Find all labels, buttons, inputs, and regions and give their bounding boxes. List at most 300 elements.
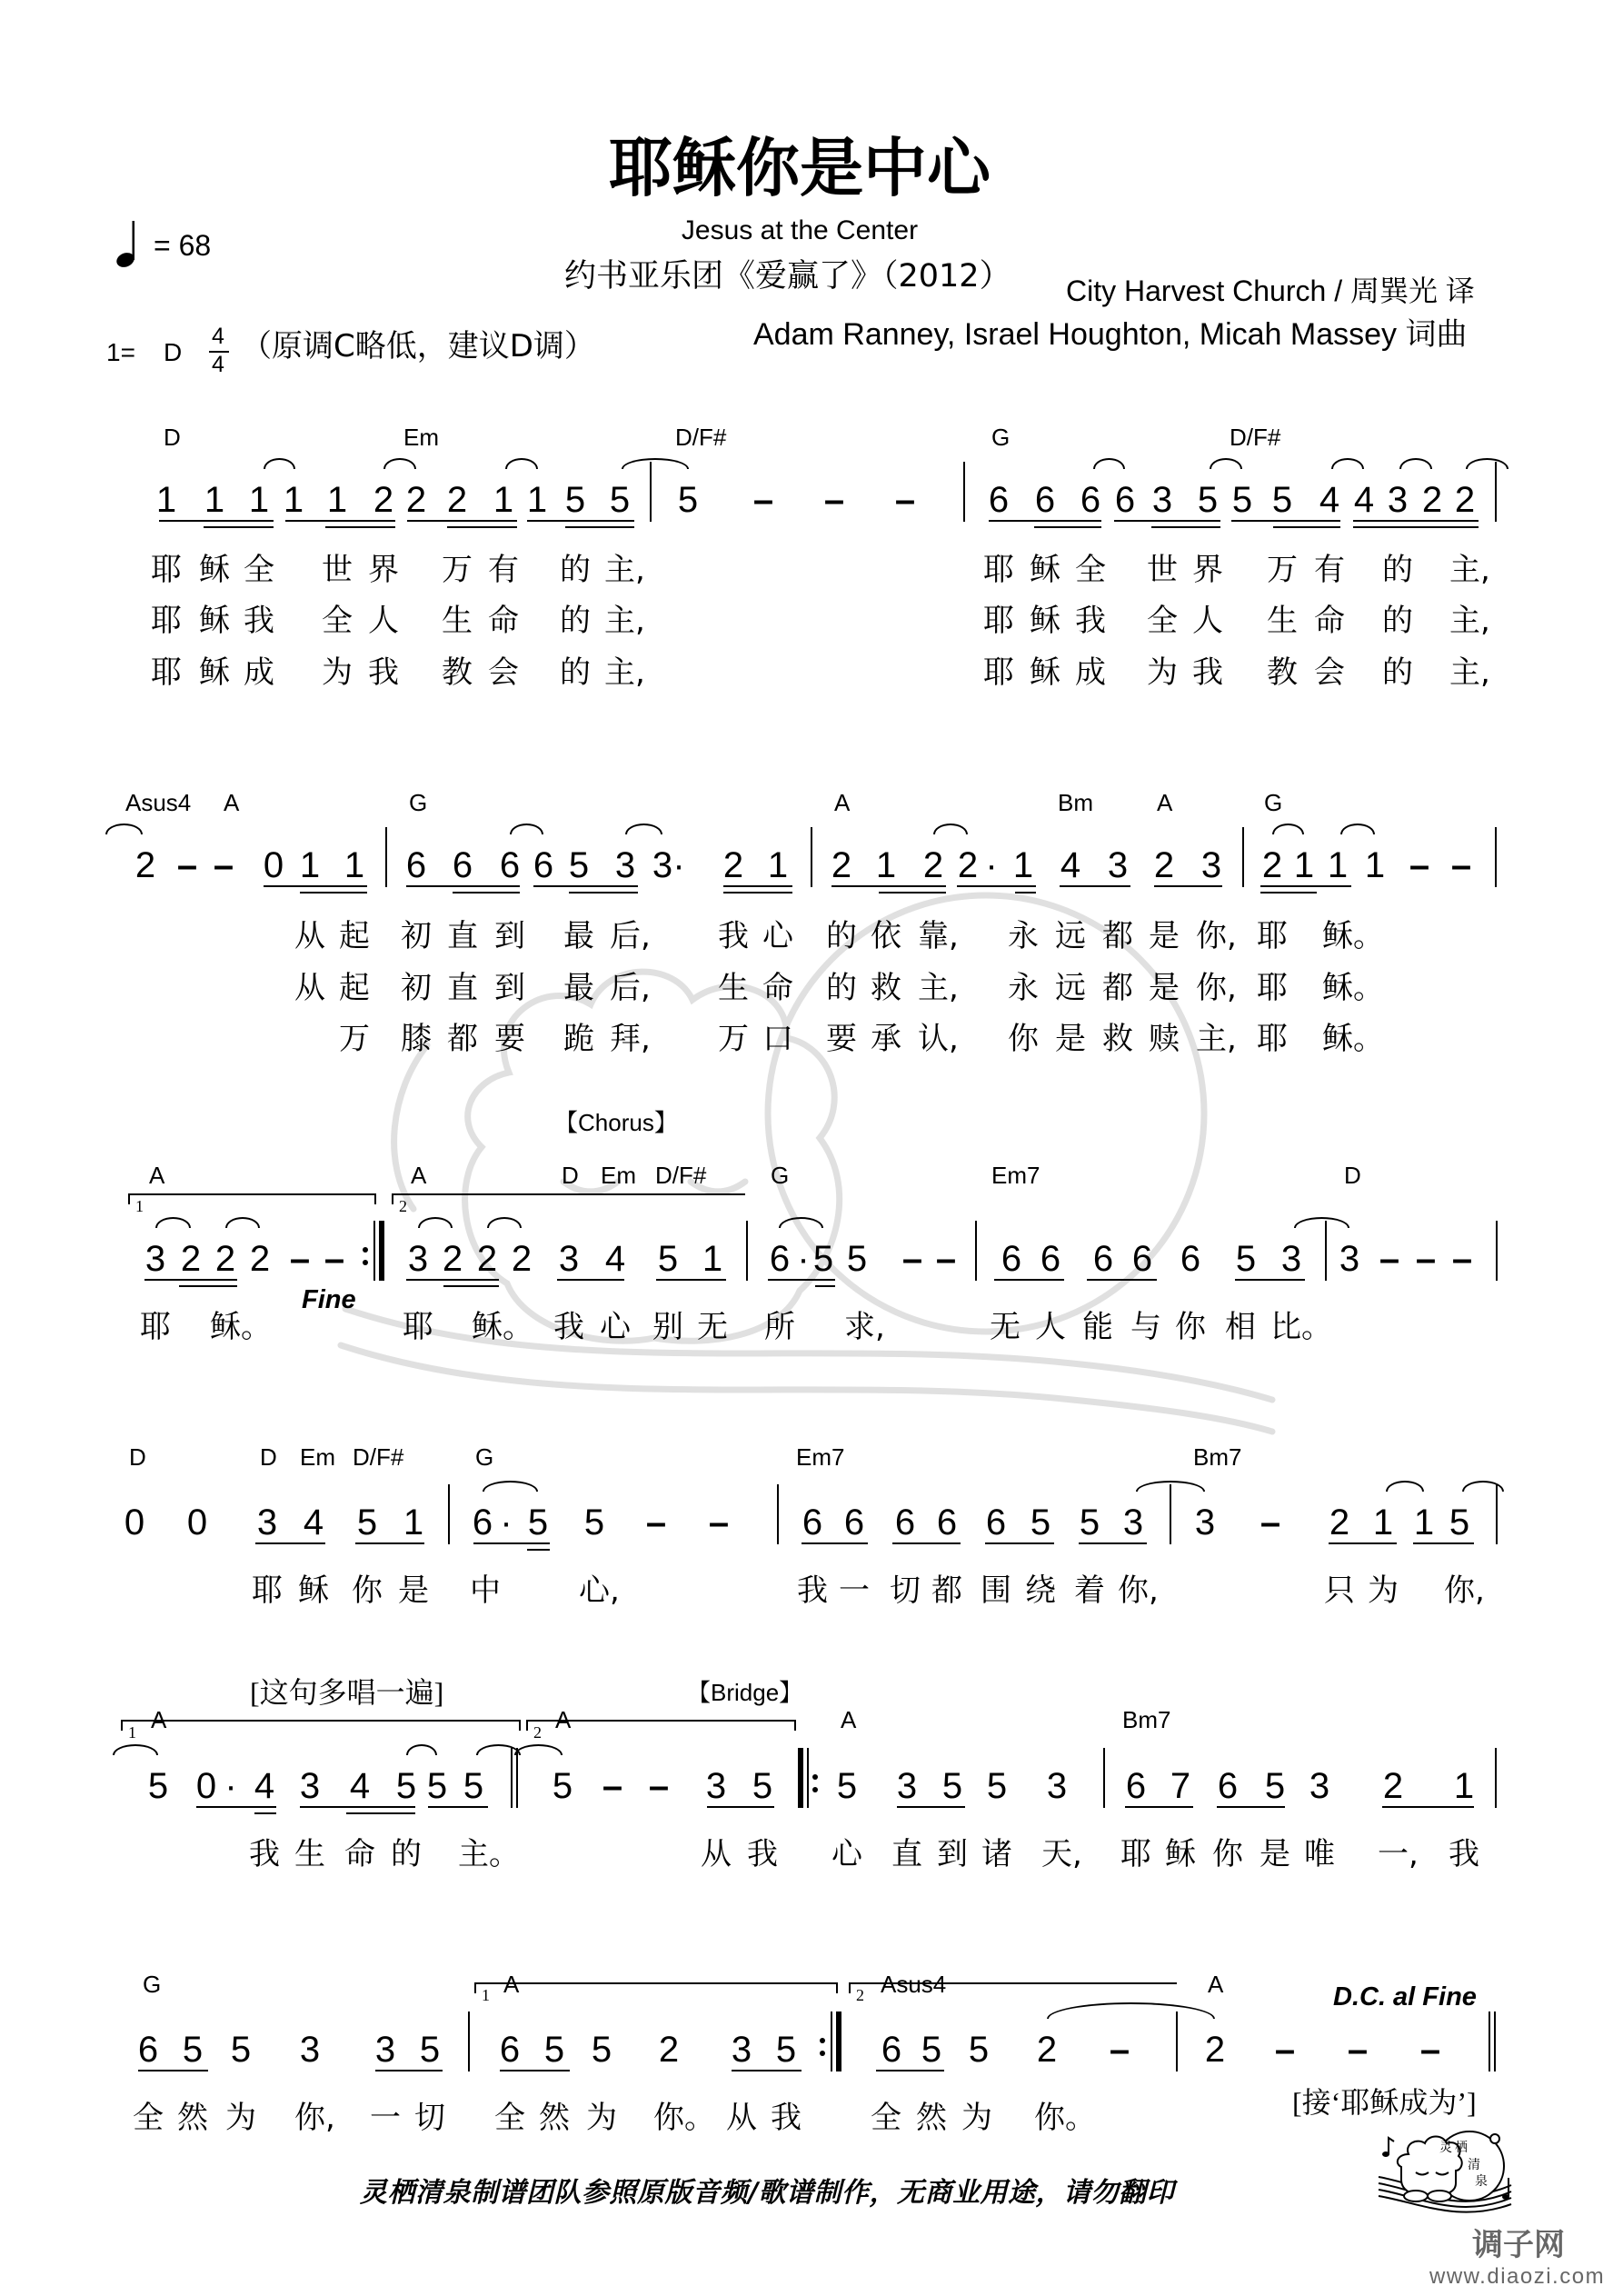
- lyric-char: 直: [891, 1836, 922, 1872]
- lyric-char: 耶: [1257, 918, 1288, 954]
- thin-barline: [831, 2011, 832, 2071]
- note-digit: 4: [254, 1766, 275, 1806]
- lyric-char: 稣。: [210, 1309, 272, 1345]
- lyric-char: 我: [797, 1572, 828, 1609]
- note-digit: 5: [527, 1502, 549, 1542]
- lyric-char: 主,: [604, 552, 645, 588]
- lyric-char: 唯: [1304, 1836, 1335, 1872]
- note-digit: 5: [1030, 1502, 1051, 1542]
- lyric-char: 要: [826, 1021, 857, 1057]
- lyric-char: 直: [447, 970, 478, 1006]
- lyric-char: 我: [1075, 603, 1106, 639]
- lyric-char: 承: [871, 1021, 901, 1057]
- chord-symbol: D/F#: [353, 1443, 404, 1471]
- lyric-char: 是: [1055, 1021, 1086, 1057]
- note-digit: 5: [1235, 1239, 1257, 1279]
- note-digit: 6: [499, 2030, 521, 2070]
- dash-symbol: –: [176, 845, 198, 885]
- lyric-char: 为: [586, 2100, 617, 2136]
- note-digit: 5: [1231, 480, 1253, 520]
- note-digit: 0: [263, 845, 284, 885]
- note-digit: 2: [1382, 1766, 1404, 1806]
- dash-symbol: –: [901, 1239, 923, 1279]
- note-digit: 5: [568, 845, 590, 885]
- note-digit: 6: [843, 1502, 865, 1542]
- lyric-char: 为: [1147, 654, 1178, 691]
- lyric-char: 耶: [1257, 970, 1288, 1006]
- lyric-char: 从: [701, 1836, 732, 1872]
- note-digit: 5: [230, 2030, 252, 2070]
- note-digit: 2: [1454, 480, 1476, 520]
- lyric-char: 的: [560, 552, 591, 588]
- note-digit: 6: [1001, 1239, 1022, 1279]
- lyric-char: 世: [322, 552, 353, 588]
- lyric-char: 起: [339, 970, 370, 1006]
- chord-symbol: Em: [403, 424, 439, 451]
- lyric-char: 的: [1382, 552, 1413, 588]
- note-digit: 5: [836, 1766, 858, 1806]
- lyric-char: 你: [1212, 1836, 1243, 1872]
- section-mark: 【Bridge】: [687, 1679, 803, 1706]
- lyric-char: 围: [981, 1572, 1011, 1609]
- lyric-char: 的: [826, 970, 857, 1006]
- lyric-char: 你,: [294, 2100, 335, 2136]
- note-digit: 2: [957, 845, 979, 885]
- lyric-char: 你。: [1034, 2100, 1096, 2136]
- chord-symbol: Em7: [991, 1162, 1041, 1189]
- album-info: 约书亚乐团《爱赢了》（2012）: [564, 258, 1011, 294]
- augmentation-dot: ·: [672, 845, 685, 885]
- note-digit: 1: [155, 480, 177, 520]
- note-digit: 1: [493, 480, 514, 520]
- note-digit: 3: [558, 1239, 580, 1279]
- lyric-char: 生: [1267, 603, 1298, 639]
- note-digit: 6: [1034, 480, 1056, 520]
- note-digit: 1: [299, 845, 321, 885]
- volta-number: 1: [482, 1986, 490, 2004]
- lyric-char: 依: [871, 918, 901, 954]
- lyric-char: 耶: [1120, 1836, 1151, 1872]
- volta-number: 2: [533, 1723, 542, 1742]
- lyric-char: 稣。: [1322, 1021, 1384, 1057]
- note-digit: 2: [134, 845, 156, 885]
- note-digit: 1: [344, 845, 365, 885]
- note-digit: 1: [403, 1502, 424, 1542]
- dash-symbol: –: [1379, 1239, 1400, 1279]
- dash-symbol: –: [602, 1766, 623, 1806]
- lyric-char: 我: [368, 654, 399, 691]
- chord-symbol: Asus4: [125, 789, 192, 816]
- lyric-char: 心: [831, 1836, 862, 1872]
- note-digit: 2: [1153, 845, 1175, 885]
- lyric-char: 稣: [1030, 552, 1060, 588]
- lyric-char: 诸: [981, 1836, 1012, 1872]
- lyric-char: 别: [652, 1309, 683, 1345]
- english-title: Jesus at the Center: [681, 215, 919, 245]
- lyric-char: 的: [391, 1836, 422, 1872]
- lyric-char: 为: [322, 654, 353, 691]
- lyric-char: 命: [344, 1836, 375, 1872]
- lyric-char: 命: [762, 970, 793, 1006]
- dash-symbol: –: [1260, 1502, 1281, 1542]
- volta-number: 2: [399, 1197, 407, 1215]
- lyric-char: 我: [1449, 1836, 1479, 1872]
- note-digit: 2: [511, 1239, 533, 1279]
- lyric-char: 万: [442, 552, 473, 588]
- lyric-char: 主,: [1196, 1021, 1237, 1057]
- chord-symbol: D: [164, 424, 181, 451]
- note-digit: 3: [896, 1766, 918, 1806]
- logo-char: 灵: [1439, 2141, 1452, 2155]
- translator-credit: City Harvest Church / 周巽光 译: [1066, 275, 1475, 307]
- lyric-char: 耶: [403, 1309, 433, 1345]
- chord-symbol: Bm7: [1122, 1706, 1171, 1733]
- note-digit: 4: [1353, 480, 1375, 520]
- lyric-char: 耶: [252, 1572, 283, 1609]
- barline-single: [1176, 2011, 1198, 2071]
- lyric-char: 起: [339, 918, 370, 954]
- lyric-char: 生: [718, 970, 749, 1006]
- lyric-char: 全: [1075, 552, 1106, 588]
- dash-symbol: –: [1450, 845, 1472, 885]
- lyric-char: 耶: [983, 603, 1014, 639]
- note-digit: 5: [941, 1766, 963, 1806]
- note-digit: 5: [543, 2030, 565, 2070]
- lyric-char: 稣: [298, 1572, 329, 1609]
- lyric-char: 全: [133, 2100, 164, 2136]
- lyric-char: 跪: [563, 1021, 594, 1057]
- note-digit: 6: [1217, 1766, 1239, 1806]
- tempo-value: = 68: [154, 229, 212, 262]
- lyric-char: 耶: [151, 603, 182, 639]
- barline-single: [468, 2011, 490, 2071]
- lyric-char: 是: [1149, 918, 1180, 954]
- lyric-char: 我: [249, 1836, 280, 1872]
- note-digit: 1: [1293, 845, 1315, 885]
- logo-char: 泉: [1475, 2174, 1488, 2189]
- lyric-char: 我: [244, 603, 274, 639]
- lyric-char: 绕: [1025, 1572, 1056, 1609]
- lyric-char: 永: [1008, 970, 1039, 1006]
- lyric-char: 认,: [918, 1021, 959, 1057]
- lyric-char: 然: [177, 2100, 208, 2136]
- lyric-char: 切: [414, 2100, 445, 2136]
- note-digit: 5: [921, 2030, 942, 2070]
- note-digit: 2: [405, 480, 427, 520]
- note-digit: 3: [1194, 1502, 1216, 1542]
- dash-symbol: –: [1409, 845, 1430, 885]
- note-digit: 3: [1387, 480, 1409, 520]
- thin-barline: [1176, 2011, 1178, 2071]
- chord-symbol: A: [1208, 1971, 1224, 1998]
- note-digit: 2: [446, 480, 468, 520]
- lyric-char: 有: [488, 552, 519, 588]
- augmentation-dot: ·: [985, 845, 998, 885]
- lyric-char: 的: [1382, 603, 1413, 639]
- note-digit: 5: [395, 1766, 417, 1806]
- lyric-char: 一,: [1378, 1836, 1419, 1872]
- fine-marking: Fine: [302, 1285, 356, 1314]
- note-digit: 6: [988, 480, 1010, 520]
- note-digit: 4: [349, 1766, 371, 1806]
- lyric-char: 赎: [1149, 1021, 1180, 1057]
- barline-double: [1489, 2011, 1510, 2071]
- key-prefix: 1=: [106, 338, 135, 366]
- lyric-char: 远: [1055, 970, 1086, 1006]
- note-digit: 1: [326, 480, 348, 520]
- note-digit: 2: [1421, 480, 1443, 520]
- chord-symbol: G: [475, 1443, 494, 1471]
- section-mark: [这句多唱一遍]: [250, 1676, 444, 1709]
- volta-number: 1: [128, 1723, 136, 1742]
- dash-symbol: –: [289, 1239, 311, 1279]
- note-digit: 3: [1200, 845, 1222, 885]
- lyric-char: 会: [1314, 654, 1345, 691]
- lyric-char: 的: [560, 654, 591, 691]
- note-digit: 3: [299, 2030, 321, 2070]
- lyric-char: 万: [1267, 552, 1298, 588]
- note-digit: 5: [1264, 1766, 1286, 1806]
- note-digit: 6: [894, 1502, 916, 1542]
- note-digit: 1: [1012, 845, 1034, 885]
- lyric-char: 是: [1149, 970, 1180, 1006]
- dash-symbol: –: [648, 1766, 670, 1806]
- note-digit: 6: [1180, 1239, 1201, 1279]
- lyric-char: 稣: [199, 552, 230, 588]
- note-digit: 5: [986, 1766, 1008, 1806]
- chord-symbol: A: [1157, 789, 1173, 816]
- lyric-char: 命: [488, 603, 519, 639]
- note-digit: 5: [463, 1766, 484, 1806]
- lyric-char: 全: [244, 552, 274, 588]
- lyric-char: 最: [563, 918, 594, 954]
- lyric-char: 天,: [1041, 1836, 1082, 1872]
- note-digit: 6: [802, 1502, 823, 1542]
- lyric-char: 都: [447, 1021, 478, 1057]
- chord-symbol: G: [409, 789, 428, 816]
- beam-line: [876, 2070, 944, 2071]
- note-digit: 5: [1271, 480, 1293, 520]
- section-mark: 【Chorus】: [554, 1109, 678, 1136]
- note-digit: 3: [1107, 845, 1129, 885]
- thick-barline: [836, 2011, 841, 2071]
- note-digit: 6: [452, 845, 473, 885]
- dash-symbol: –: [1415, 1239, 1437, 1279]
- lyric-char: 你,: [1444, 1572, 1485, 1609]
- fine-marking: D.C. al Fine: [1333, 1982, 1477, 2011]
- dash-symbol: –: [894, 480, 916, 520]
- lyric-char: 我: [553, 1309, 584, 1345]
- footer-credit: 灵栖清泉制谱团队参照原版音频/歌谱制作，无商业用途，请勿翻印: [360, 2177, 1174, 2209]
- note-digit: 3: [652, 845, 673, 885]
- lyric-char: 为: [1368, 1572, 1399, 1609]
- logo-char: 栖: [1455, 2141, 1468, 2155]
- lyric-char: 稣: [199, 654, 230, 691]
- note-digit: 5: [677, 480, 699, 520]
- lyric-char: 要: [494, 1021, 525, 1057]
- lyric-char: 主,: [1449, 603, 1490, 639]
- dash-symbol: –: [213, 845, 234, 885]
- dash-symbol: –: [752, 480, 774, 520]
- logo-char: 清: [1468, 2158, 1480, 2172]
- note-digit: 3: [374, 2030, 396, 2070]
- note-digit: 5: [182, 2030, 204, 2070]
- lyric-char: 你,: [1196, 970, 1237, 1006]
- lyric-char: 无: [697, 1309, 728, 1345]
- lyric-char: 一: [839, 1572, 870, 1609]
- note-digit: 5: [968, 2030, 990, 2070]
- note-digit: 1: [702, 1239, 723, 1279]
- chord-symbol: Em: [601, 1162, 636, 1189]
- note-digit: 6: [137, 2030, 159, 2070]
- lyric-char: 都: [1102, 970, 1133, 1006]
- note-digit: 3: [1280, 1239, 1302, 1279]
- note-digit: 3: [614, 845, 636, 885]
- lyric-char: 着: [1074, 1572, 1105, 1609]
- note-digit: 5: [657, 1239, 679, 1279]
- chord-symbol: A: [555, 1706, 572, 1733]
- chord-symbol: A: [834, 789, 851, 816]
- lyric-char: 你: [1175, 1309, 1206, 1345]
- note-digit: 5: [775, 2030, 797, 2070]
- lyric-char: 人: [1035, 1309, 1066, 1345]
- lyric-char: 中: [470, 1572, 501, 1609]
- repeat-dot: [820, 2038, 825, 2043]
- note-digit: 5: [1449, 1502, 1470, 1542]
- lyric-char: 到: [494, 918, 525, 954]
- note-digit: 6: [1040, 1239, 1061, 1279]
- note-digit: 5: [609, 480, 631, 520]
- lyric-char: 你,: [1118, 1572, 1159, 1609]
- time-signature-denominator: 4: [212, 352, 224, 377]
- lyric-char: 的: [560, 603, 591, 639]
- lyric-char: 无: [990, 1309, 1021, 1345]
- lyric-char: 靠,: [918, 918, 959, 954]
- note-digit: 5: [846, 1239, 868, 1279]
- note-digit: 1: [1327, 845, 1349, 885]
- note-digit: 2: [1204, 2030, 1226, 2070]
- chord-symbol: D/F#: [675, 424, 727, 451]
- lyric-char: 拜,: [610, 1021, 651, 1057]
- lyric-char: 只: [1324, 1572, 1355, 1609]
- lyric-char: 耶: [151, 552, 182, 588]
- lyric-char: 会: [488, 654, 519, 691]
- note-digit: 5: [583, 1502, 605, 1542]
- lyric-char: 救: [871, 970, 901, 1006]
- dash-symbol: –: [324, 1239, 345, 1279]
- lyric-char: 你: [1008, 1021, 1039, 1057]
- lyric-char: 主,: [1449, 552, 1490, 588]
- lyric-char: 耶: [151, 654, 182, 691]
- note-digit: 6: [405, 845, 427, 885]
- sheep-logo-icon: [1372, 2127, 1518, 2218]
- note-digit: 3: [407, 1239, 429, 1279]
- lyric-char: 主。: [458, 1836, 520, 1872]
- note-digit: 5: [1197, 480, 1219, 520]
- lyric-char: 到: [494, 970, 525, 1006]
- lyric-char: 全: [494, 2100, 525, 2136]
- lyric-char: 能: [1082, 1309, 1113, 1345]
- lyric-char: 都: [931, 1572, 962, 1609]
- note-digit: 2: [476, 1239, 498, 1279]
- repeat-dot: [820, 2051, 825, 2056]
- note-digit: 5: [564, 480, 586, 520]
- lyric-char: 口: [762, 1021, 793, 1057]
- lyric-char: 最: [563, 970, 594, 1006]
- note-digit: 5: [147, 1766, 169, 1806]
- lyric-char: 你。: [653, 2100, 715, 2136]
- lyric-char: 后,: [610, 918, 651, 954]
- note-digit: 7: [1170, 1766, 1191, 1806]
- lyric-char: 我: [718, 918, 749, 954]
- lyric-char: 为: [961, 2100, 992, 2136]
- lyric-char: 初: [401, 918, 432, 954]
- note-digit: 5: [426, 1766, 448, 1806]
- note-digit: 2: [373, 480, 394, 520]
- beam-line: [732, 2070, 802, 2071]
- lyric-char: 的: [826, 918, 857, 954]
- volta-bracket-1: [474, 1982, 838, 2004]
- chord-symbol: G: [771, 1162, 790, 1189]
- thin-barline: [468, 2011, 470, 2071]
- note-digit: 5: [552, 1766, 573, 1806]
- key-signature: D: [164, 338, 183, 366]
- dash-symbol: –: [823, 480, 845, 520]
- lyric-char: 耶: [140, 1309, 171, 1345]
- lyric-char: 教: [442, 654, 473, 691]
- lyric-char: 主,: [604, 603, 645, 639]
- lyric-char: 界: [368, 552, 399, 588]
- lyric-char: 是: [1260, 1836, 1290, 1872]
- lyric-char: 为: [225, 2100, 256, 2136]
- site-watermark-url: www.diaozi.com: [1429, 2264, 1606, 2289]
- lyric-char: 生: [442, 603, 473, 639]
- chord-symbol: D/F#: [1230, 424, 1281, 451]
- chord-symbol: D/F#: [655, 1162, 707, 1189]
- note-digit: 1: [1453, 1766, 1475, 1806]
- chord-symbol: D: [260, 1443, 277, 1471]
- lyric-char: 相: [1225, 1309, 1256, 1345]
- chord-symbol: D: [1344, 1162, 1361, 1189]
- lyric-char: 稣。: [472, 1309, 533, 1345]
- lyric-char: 从: [726, 2100, 757, 2136]
- dash-symbol: –: [1109, 2030, 1130, 2070]
- thin-barline: [1494, 2011, 1496, 2071]
- note-digit: 5: [752, 1766, 773, 1806]
- site-watermark-name: 调子网: [1472, 2228, 1565, 2262]
- note-digit: 1: [1413, 1502, 1435, 1542]
- note-digit: 4: [303, 1502, 324, 1542]
- lyric-char: 稣: [199, 603, 230, 639]
- lyric-char: 心: [600, 1309, 631, 1345]
- lyric-char: 世: [1147, 552, 1178, 588]
- note-digit: 6: [499, 845, 521, 885]
- chord-symbol: D: [562, 1162, 579, 1189]
- note-digit: 4: [1060, 845, 1081, 885]
- dash-symbol: –: [645, 1502, 667, 1542]
- chord-symbol: D: [129, 1443, 146, 1471]
- note-digit: 5: [356, 1502, 378, 1542]
- lyric-char: 初: [401, 970, 432, 1006]
- note-digit: 2: [180, 1239, 202, 1279]
- note-digit: 3: [1309, 1766, 1330, 1806]
- lyric-char: 主,: [1449, 654, 1490, 691]
- lyric-char: 都: [1102, 918, 1133, 954]
- lyric-char: 稣。: [1322, 918, 1384, 954]
- note-digit: 5: [812, 1239, 834, 1279]
- note-digit: 0: [124, 1502, 145, 1542]
- lyric-char: 耶: [983, 552, 1014, 588]
